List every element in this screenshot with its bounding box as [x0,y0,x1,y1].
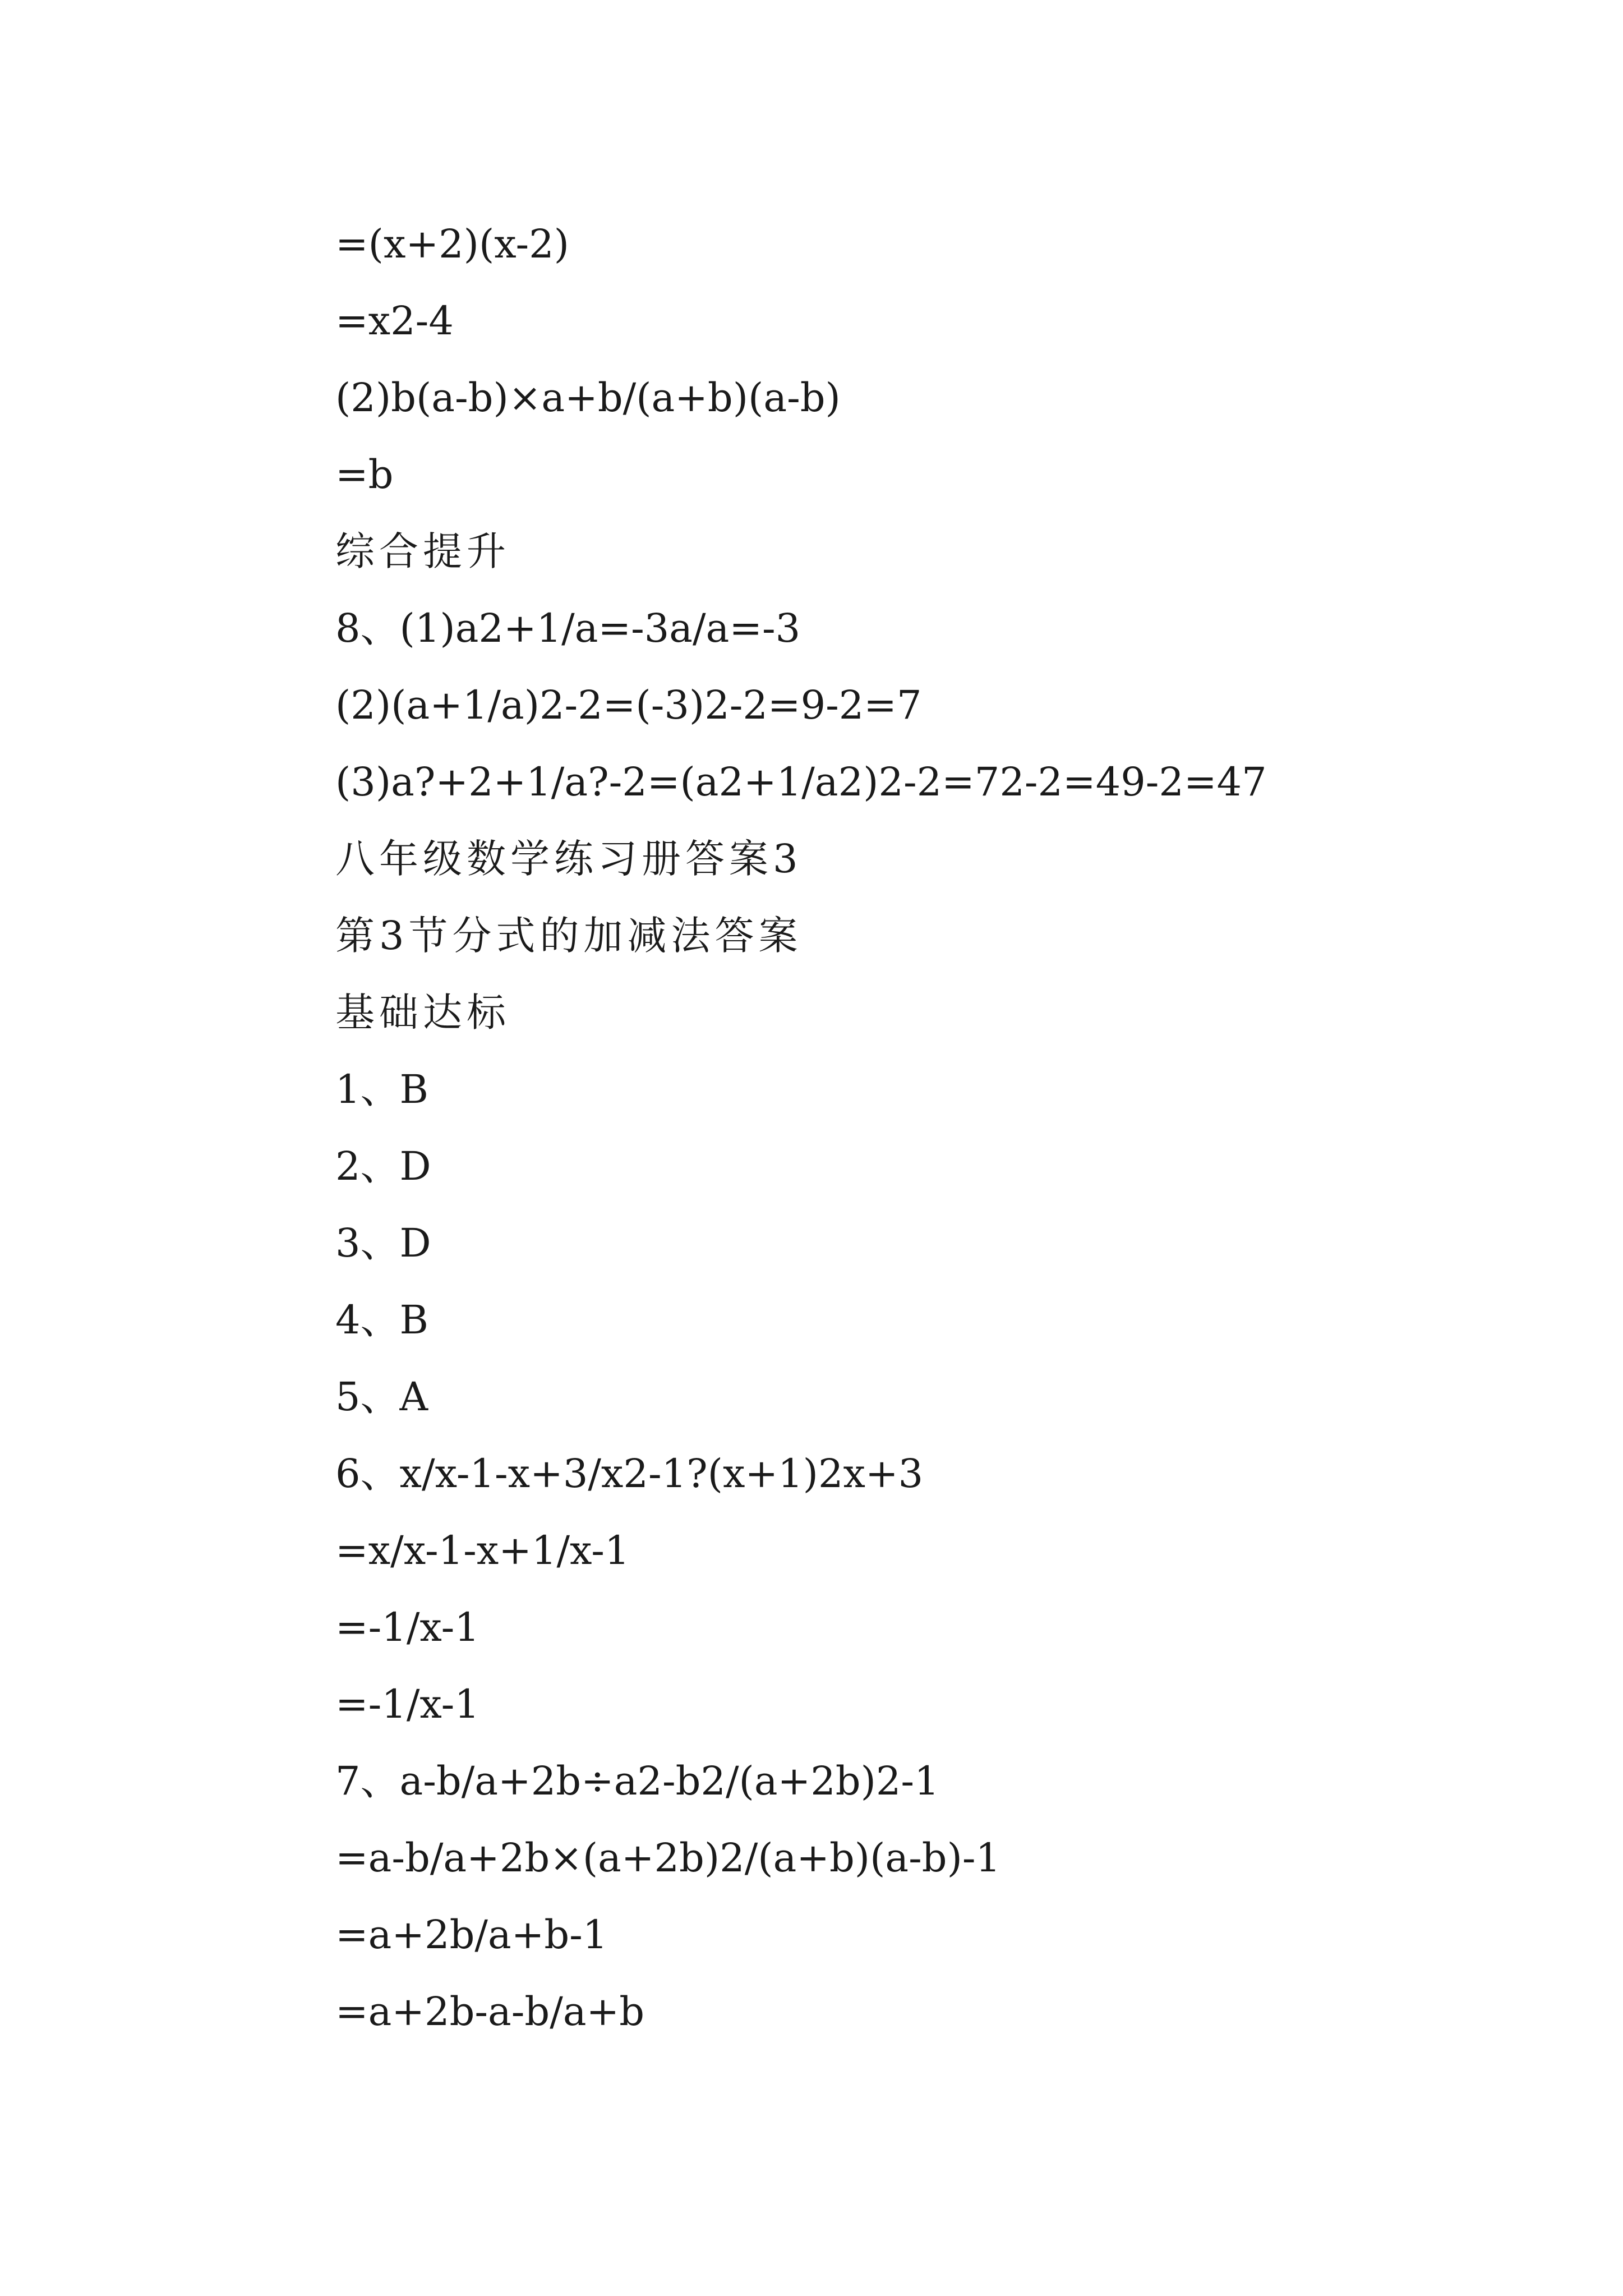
answer-item: 4、B [335,1297,428,1343]
text-line: 7、a-b/a+2b÷a2-b2/(a+2b)2-1 [335,1758,939,1804]
document-heading: 八年级数学练习册答案3 [335,836,803,882]
chapter-heading: 第3节分式的加减法答案 [335,913,803,959]
answer-item: 3、D [335,1220,431,1266]
text-line: =a-b/a+2b×(a+2b)2/(a+b)(a-b)-1 [335,1835,1001,1881]
text-line: =-1/x-1 [335,1681,479,1727]
text-line: =a+2b/a+b-1 [335,1912,608,1958]
text-line: (3)a?+2+1/a?-2=(a2+1/a2)2-2=72-2=49-2=47 [335,759,1267,805]
section-heading: 综合提升 [335,528,510,574]
text-line: =x2-4 [335,298,454,344]
answer-item: 2、D [335,1143,431,1189]
text-line: 8、(1)a2+1/a=-3a/a=-3 [335,605,801,651]
text-line: =(x+2)(x-2) [335,221,569,267]
section-heading: 基础达标 [335,990,510,1036]
answer-lines [335,216,1513,2060]
text-line: 6、x/x-1-x+3/x2-1?(x+1)2x+3 [335,1451,924,1497]
text-line: =b [335,452,394,498]
text-line: =a+2b-a-b/a+b [335,1989,645,2035]
answer-item: 1、B [335,1066,428,1112]
answer-item: 5、A [335,1374,428,1420]
text-line: (2)b(a-b)×a+b/(a+b)(a-b) [335,375,841,421]
text-line: =-1/x-1 [335,1604,479,1650]
text-line: (2)(a+1/a)2-2=(-3)2-2=9-2=7 [335,682,922,728]
text-line: =x/x-1-x+1/x-1 [335,1527,630,1573]
